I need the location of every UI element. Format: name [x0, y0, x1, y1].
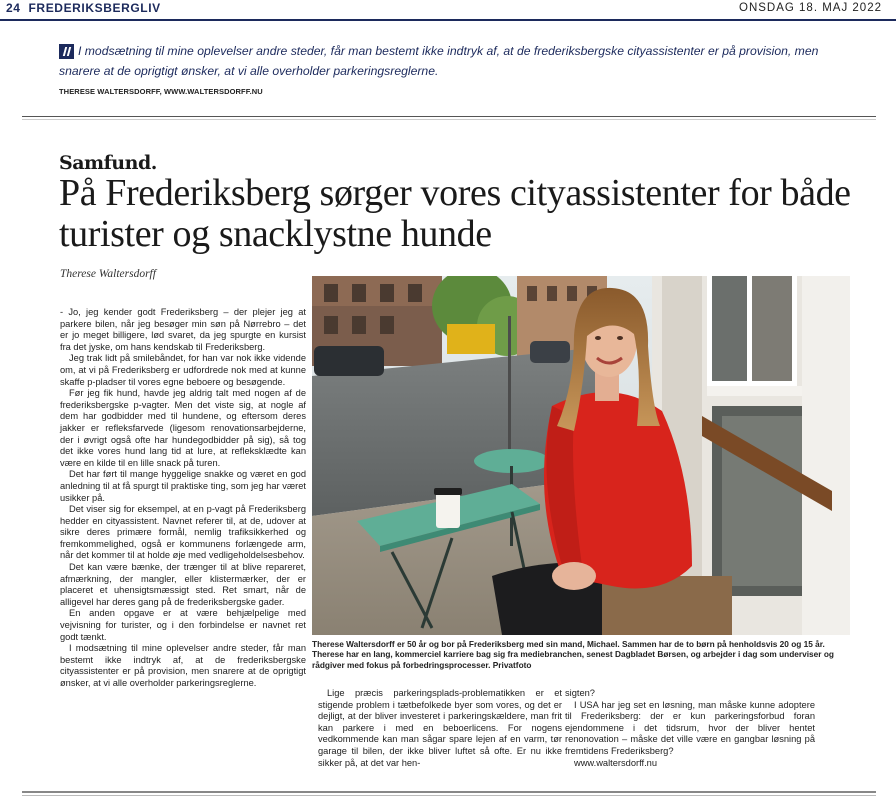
paragraph: Det viser sig for eksempel, at en p-vagt på Frederiksberg hedder en cityassistent. Navnet referer til, at de, udover at sikre deres primære formål, nemlig trafiksikkerhed og fremkommelighed, også er kommunens forlængede arm, når det kommer til at holde øje med vedligeholdelsesbehov.: [60, 504, 306, 561]
paragraph: - Jo, jeg kender godt Frederiksberg – der plejer jeg at parkere bilen, når jeg besøger min søn på Nørrebro – det er jo meget billigere, lød svaret, da jeg spurgte en kursist fra det jyske, om hans kendskab til Frederiksberg.: [60, 307, 306, 352]
paragraph: Det kan være bænke, der trænger til at blive repareret, afmærkning, der mangler, eller klistermærker, der er placeret et uhensigtsmæssigt sted. Ret smart, når de alligevel har deres gang på de frederiksbergske gader.: [60, 562, 306, 607]
header-rule: [0, 19, 896, 21]
article-headline: På Frederiksberg sørger vores cityassistenter for både turister og snacklystne hunde: [59, 172, 851, 255]
article-column-1: [60, 307, 306, 690]
paragraph: I modsætning til mine oplevelser andre steder, får man bestemt ikke indtryk af, at de frederiksbergske cityassistenter er på provision, men snarere at de oprigtigt ønsker, at vi alle overholder parkeringsreglerne.: [60, 643, 306, 688]
paragraph: Lige præcis parkeringsplads-problematikken er et stigende problem i tætbefolkede byer som vores, og det er dejligt, at der bliver investeret i parkeringskældere, man frit kan parkere i med en beboerlicens. For nogens vedkommende kan man sågar spare lejen af en varm, tør garage til bilen, der ikke bliver luftet så ofte. Er nu ikke sikker på, at det var hen-: [318, 688, 562, 768]
page-number: 24: [6, 1, 21, 15]
paragraph: Jeg trak lidt på smilebåndet, for han var nok ikke vidende om, at vi på Frederiksberg er udfordrede nok med at kunne skaffe p-pladser til vores egne beboere og besøgende.: [60, 353, 306, 387]
section-divider: [22, 116, 876, 117]
footer-rule-thin: [22, 795, 876, 796]
issue-date: ONSDAG 18. MAJ 2022: [739, 2, 882, 14]
photo-caption: Therese Waltersdorff er 50 år og bor på Frederiksberg med sin mand, Michael. Sammen har de to børn på henholdsvis 20 og 15 år. Therese har en lang, kommerciel karriere bag sig fra mediebranchen, senest Dagbladet Børsen, og arbejder i dag som underviser og rådgiver med fokus på forbedringsprocesser. Privatfoto: [312, 639, 834, 670]
paragraph: Før jeg fik hund, havde jeg aldrig talt med nogen af de frederiksbergske p-vagter. Men det viste sig, at nogle af dem har godbidder med til hundene, og eftersom deres jakker er refleksfarvede (ligesom renovationsarbejderne, der i øvrigt også ofte har hundegodbidder på sig), så tog det ikke vores hund lang tid at lure, at refleksklædte kan være en kilde til en lille snack på turen.: [60, 388, 306, 468]
section-divider-thin: [22, 119, 876, 120]
article-column-3: [565, 688, 815, 769]
pull-quote: I modsætning til mine oplevelser andre steder, får man bestemt ikke indtryk af, at de frederiksbergske cityassistenter er på provision, men snarere at de oprigtigt ønsker, at vi alle overholder parkeringsreglerne.: [59, 44, 819, 78]
article-column-2: [318, 688, 562, 769]
page-header-left: [6, 1, 161, 15]
article-kicker: Samfund.: [59, 152, 157, 174]
paragraph: En anden opgave er at være behjælpelige med vejvisning for turister, og i den forbindelse er navnet ret godt tænkt.: [60, 608, 306, 642]
paragraph: I USA har jeg set en løsning, man måske kunne adoptere til Frederiksberg: der er kun parkeringsforbud foran ejendommene i det tidsrum, hvor der bliver hentet renonovation – måske det ville være en gangbar løsning på fremtidens Frederiksberg?: [565, 699, 815, 756]
paragraph: sigten?: [565, 688, 595, 698]
author-website: www.waltersdorff.nu: [574, 757, 658, 768]
portrait-photo: [312, 276, 850, 635]
section-name: FREDERIKSBERGLIV: [28, 1, 161, 15]
footer-rule: [22, 791, 876, 793]
pull-quote-author: THERESE WALTERSDORFF, WWW.WALTERSDORFF.NU: [59, 87, 263, 96]
article-byline: Therese Waltersdorff: [60, 268, 156, 280]
paragraph: Det har ført til mange hyggelige snakke og været en god anledning til at få spurgt til praktiske ting, som jeg har været usikker på.: [60, 469, 306, 503]
